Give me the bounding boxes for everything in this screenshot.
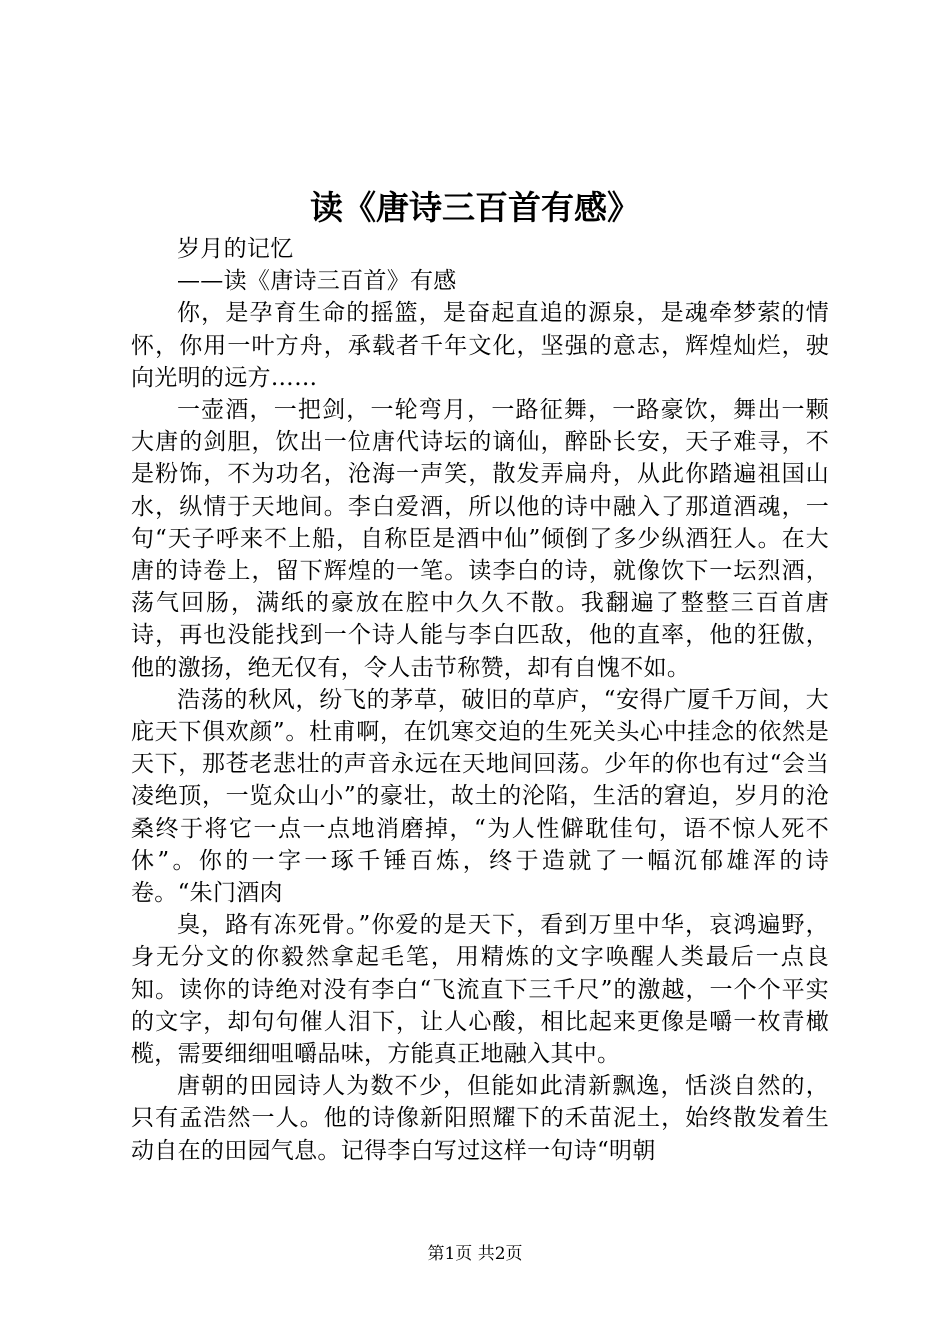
paragraph-subtitle: 岁月的记忆 [177,236,294,262]
document-title: 读《唐诗三百首有感》 [310,188,640,227]
paragraph-meng-haoran: 唐朝的田园诗人为数不少，但能如此清新飘逸，恬淡自然的，只有孟浩然一人。他的诗像新阳照耀下的禾苗泥土，始终散发着生动自在的田园气息。记得李白写过这样一句诗“明朝 [131,1073,829,1164]
paragraph-subheading: ——读《唐诗三百首》有感 [177,268,457,295]
document-body [131,233,829,1167]
paragraph-li-bai: 一壶酒，一把剑，一轮弯月，一路征舞，一路豪饮，舞出一颗大唐的剑胆，饮出一位唐代诗坛的谪仙，醉卧长安，天子难寻，不是粉饰，不为功名，沧海一声笑，散发弄扁舟，从此你踏遍祖国山水，纵情于天地间。李白爱酒，所以他的诗中融入了那道酒魂，一句“天子呼来不上船，自称臣是酒中仙”倾倒了多少纵酒狂人。在大唐的诗卷上，留下辉煌的一笔。读李白的诗，就像饮下一坛烈酒，荡气回肠，满纸的豪放在腔中久久不散。我翻遍了整整三百首唐诗，再也没能找到一个诗人能与李白匹敌，他的直率，他的狂傲，他的激扬，绝无仅有，令人击节称赞，却有自愧不如。 [131,397,829,681]
paragraph-intro: 你，是孕育生命的摇篮，是奋起直追的源泉，是魂牵梦萦的情怀，你用一叶方舟，承载者千年文化，坚强的意志，辉煌灿烂，驶向光明的远方…… [131,300,829,391]
paragraph-du-fu: 浩荡的秋风，纷飞的茅草，破旧的草庐，“安得广厦千万间，大庇天下俱欢颜”。杜甫啊，在饥寒交迫的生死关头心中挂念的依然是天下，那苍老悲壮的声音永远在天地间回荡。少年的你也有过“会当凌绝顶，一览众山小”的豪壮，故土的沦陷，生活的窘迫，岁月的沧桑终于将它一点一点地消磨掉，“为人性僻耽佳句，语不惊人死不休”。你的一字一琢千锤百炼，终于造就了一幅沉郁雄浑的诗卷。“朱门酒肉 [131,686,829,907]
paragraph-du-fu-continued: 臭，路有冻死骨。”你爱的是天下，看到万里中华，哀鸿遍野，身无分文的你毅然拿起毛笔，用精炼的文字唤醒人类最后一点良知。读你的诗绝对没有李白“飞流直下三千尺”的激越，一个个平实的文字，却句句催人泪下，让人心酸，相比起来更像是嚼一枚青橄榄，需要细细咀嚼品味，方能真正地融入其中。 [131,912,829,1068]
page-footer: 第1页 共2页 [427,1244,523,1264]
